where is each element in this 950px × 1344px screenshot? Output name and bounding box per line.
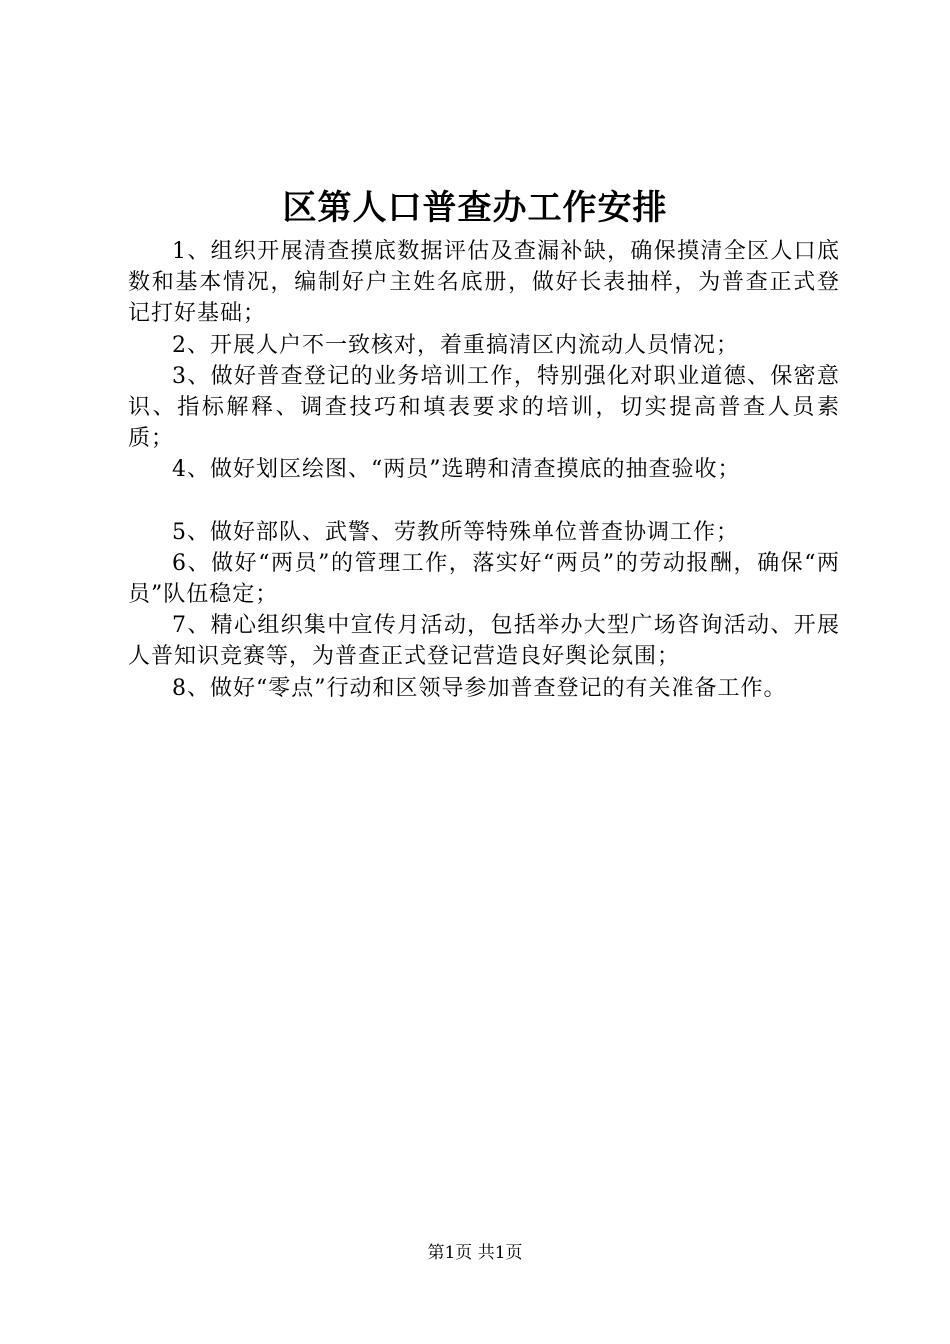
paragraph-8: 8、做好“零点”行动和区领导参加普查登记的有关准备工作。 xyxy=(172,675,787,701)
paragraph-1: 1、组织开展清查摸底数据评估及查漏补缺，确保摸清全区人口底数和基本情况，编制好户主姓名底册，做好长表抽样，为普查正式登记打好基础； xyxy=(128,239,840,327)
paragraph-3: 3、做好普查登记的业务培训工作，特别强化对职业道德、保密意识、指标解释、调查技巧和填表要求的培训，切实提高普查人员素质； xyxy=(128,363,840,452)
paragraph-4: 4、做好划区绘图、“两员”选聘和清查摸底的抽查验收； xyxy=(172,457,741,483)
page-footer: 第1页 共1页 xyxy=(427,1243,523,1263)
paragraph-2: 2、开展人户不一致核对，着重搞清区内流动人员情况； xyxy=(172,332,739,358)
document-title: 区第人口普查办工作安排 xyxy=(282,188,668,228)
paragraph-5: 5、做好部队、武警、劳教所等特殊单位普查协调工作； xyxy=(172,519,739,545)
paragraph-6: 6、做好“两员”的管理工作，落实好“两员”的劳动报酬，确保“两员”队伍稳定； xyxy=(128,550,840,608)
document-body xyxy=(128,236,840,704)
paragraph-7: 7、精心组织集中宣传月活动，包括举办大型广场咨询活动、开展人普知识竞赛等，为普查正式登记营造良好舆论氛围； xyxy=(128,613,840,670)
